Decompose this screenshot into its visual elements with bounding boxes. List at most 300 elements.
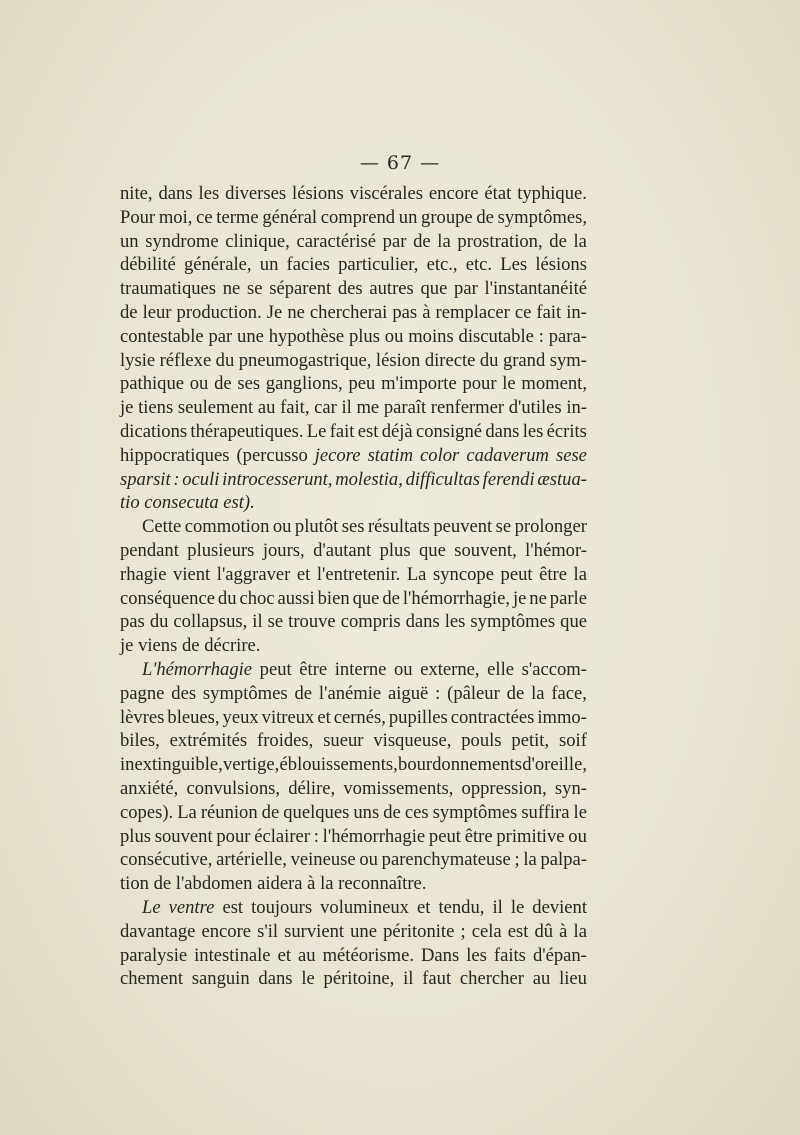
word: thérapeutiques. [190,420,304,442]
word: plutôt [294,516,339,538]
text-line [120,515,587,539]
word: directe [424,349,476,371]
word: copes). [120,801,174,823]
word: l'aggraver [216,563,291,585]
word: souvent [154,825,213,847]
word: peu [348,373,376,395]
word: dû [534,920,554,942]
word: lysie [120,349,156,371]
word: peuvent [433,516,493,538]
word: de [383,801,401,823]
word: syncope [433,563,494,585]
text-line [120,872,587,896]
word: discutable [458,325,534,347]
word: ou [384,325,404,347]
word: ; [460,920,466,942]
word: l'hémor- [525,539,587,561]
word: éclairer [254,825,310,847]
text-line [120,825,587,849]
word: viens [138,635,182,657]
word: vomissements, [343,777,454,799]
word: oculi [182,468,220,490]
word: reconnaître. [338,873,427,895]
word: il [492,896,503,918]
word: peut [259,658,292,680]
word: le [502,373,516,395]
word: ce [514,301,532,323]
word: encore [428,183,479,204]
word: de [214,373,232,395]
word: commotion [184,516,270,538]
word: sanguin [191,968,250,990]
word: etc. [465,254,493,276]
word: grand [502,349,546,371]
word: d'autant [313,539,372,561]
word: symptômes [432,801,518,823]
word: souvent, [454,539,517,561]
word: résultats [367,516,430,538]
word: convulsions, [186,777,281,799]
word: lèvres [120,706,165,728]
word: fait [329,420,355,442]
text-line [120,682,587,706]
word: les [466,944,487,966]
word: ; [514,849,520,871]
text-line [120,206,587,230]
word: est [222,896,244,918]
text-line [120,563,587,587]
word: ou [359,849,378,871]
word: ne [287,301,305,323]
body-text [120,182,587,991]
word: symptômes, [497,206,587,228]
word: l'hémorrhagie [322,825,426,847]
word: la [573,230,587,252]
text-line [120,444,587,468]
word: car [314,397,337,419]
word: pas [392,301,418,323]
word: au [257,397,276,419]
word: je [120,635,139,657]
word: pneumogastrique, [238,349,372,371]
word: color [420,444,460,466]
word: je [120,397,134,419]
word: chement [120,968,183,990]
word: molestia, [335,468,403,490]
word: Dans [421,944,460,966]
word: écrits [546,420,587,442]
word: cela [471,920,502,942]
word: du [479,349,499,371]
word: débilité [120,254,176,276]
word: au [532,968,551,990]
text-line [120,539,587,563]
word: ou [272,516,292,538]
word: sym- [549,349,587,371]
word: ventre [168,896,215,918]
word: générale, [183,254,252,276]
text-line [120,634,587,658]
word: du [217,587,237,609]
word: de [413,230,431,252]
word: production. [176,301,262,323]
word: aiguë [387,682,429,704]
word: syn- [554,777,587,799]
word: encore [201,920,252,942]
text-line [120,420,587,444]
word: volumineux [320,896,409,918]
word: para- [548,325,587,347]
word: terme [216,206,259,228]
word: moins [408,325,454,347]
word: être [539,563,567,585]
word: être [299,658,328,680]
word: de [382,587,400,609]
word: consecuta [144,492,224,514]
word: l'entretenir. [316,563,401,585]
word: dications [120,420,188,442]
word: artérielle, [216,849,287,871]
word: groupe [421,206,473,228]
word: général [262,206,318,228]
word: la [320,873,339,895]
word: un [120,230,139,252]
word: (pâleur [447,682,500,704]
word: cernés, [333,706,386,728]
word: par [382,230,407,252]
word: viscérales [349,183,423,204]
word: je [512,587,527,609]
word: sparsit [120,468,171,490]
word: il [252,611,263,633]
word: extrémités [169,730,248,752]
word: : [435,682,441,704]
word: bleues, [167,706,220,728]
word: peut [500,563,533,585]
word: traumatiques [120,278,217,300]
word: météorisme. [322,944,414,966]
text-line [120,301,587,325]
word: parle [549,587,587,609]
word: bien [317,587,350,609]
word: ganglions, [265,373,343,395]
word: ou [394,658,413,680]
word: in- [566,397,587,419]
word: dans [158,183,193,204]
word: tion [120,873,154,895]
word: ne [222,278,241,300]
word: trouve [288,611,336,633]
word: fait [536,301,562,323]
word: au [298,944,316,966]
word: s'il [257,920,279,942]
word: la [437,230,451,252]
word: prostration, [457,230,543,252]
word: paraît [383,397,427,419]
word: consigné [415,420,483,442]
word: dans [258,968,293,990]
word: une [237,325,264,347]
word: hippocratiques [120,444,230,466]
word: de [153,873,176,895]
word: (percusso [236,444,308,466]
word: d'utiles [508,397,562,419]
text-line [120,753,587,777]
word: la [573,563,587,585]
word: ne [529,587,547,609]
word: se [267,611,284,633]
word: choc [239,587,275,609]
word: soif [559,730,587,752]
word: lésions [535,254,587,276]
word: contractées [450,706,535,728]
word: il [341,397,352,419]
word: typhique. [517,183,587,204]
word: de [549,230,567,252]
word: se [495,516,512,538]
word: peut [428,825,461,847]
word: tendu, [438,896,485,918]
word: me [356,397,380,419]
word: leur [142,301,172,323]
word: seulement [177,397,254,419]
word: la [573,920,587,942]
word: renfermer [430,397,505,419]
word: : [538,325,544,347]
text-line [120,944,587,968]
word: sese [555,444,587,466]
word: pathique [120,373,185,395]
word: externe, [420,658,480,680]
word: décrire. [204,635,261,657]
word: le [301,968,315,990]
word: de [261,801,280,823]
word: que [560,611,587,633]
word: symptômes [470,611,556,633]
word: cadaverum [466,444,549,466]
word: Les [500,254,528,276]
word: les [522,420,544,442]
word: ce [196,206,213,228]
word: elle [487,658,515,680]
word: dans [405,611,440,633]
word: compris [340,611,401,633]
word: péritoine, [323,968,395,990]
text-line [120,967,587,991]
word: un [398,206,418,228]
text-line [120,372,587,396]
word: remplacer [435,301,510,323]
word: de [476,206,494,228]
word: visqueuse, [373,730,452,752]
word: contestable [120,325,204,347]
word: des [171,682,197,704]
word: veineuse [290,849,356,871]
word: ses [237,373,261,395]
word: in- [566,301,587,323]
word: par [208,325,233,347]
word: et [416,896,431,918]
word: faut [422,968,452,990]
word: ou [568,825,587,847]
word: nite, [120,183,153,204]
word: introcesserunt, [222,468,333,490]
word: hypothèse [268,325,345,347]
word: de [181,635,205,657]
word: que [418,539,446,561]
word: consécutive, [120,849,213,871]
word: déjà [381,420,413,442]
word: plus [348,325,380,347]
word: chercherai [309,301,388,323]
word: péritonite [383,920,455,942]
text-line [120,468,587,492]
text-line [120,848,587,872]
text-line [120,896,587,920]
word: yeux [222,706,259,728]
word: du [149,611,169,633]
word: lésions [292,183,344,204]
word: d'épan- [532,944,587,966]
word: l'hémorrhagie, [402,587,510,609]
word: uns [353,801,380,823]
word: quelques [283,801,350,823]
word: m'importe [381,373,457,395]
word: suffira [521,801,570,823]
word: état [484,183,512,204]
word: ou [189,373,209,395]
word: autres [369,278,414,300]
word: petit, [511,730,550,752]
word: parenchymateuse [381,849,511,871]
word: clinique, [225,230,290,252]
word: moment, [521,373,587,395]
word: se [247,278,263,300]
word: sueur [323,730,364,752]
text-line [120,277,587,301]
word: Cette [142,516,182,538]
word: anxiété, [120,777,179,799]
word: Le [306,420,327,442]
word: chercher [459,968,524,990]
word: palpa- [540,849,587,871]
word: pagne [120,682,165,704]
word: conséquence [120,587,215,609]
word: éblouissements, [279,754,398,776]
word: séparent [269,278,332,300]
word: facies [286,254,330,276]
word: aussi [277,587,315,609]
word: L'hémorrhagie [142,658,253,680]
word: la [523,849,537,871]
word: davantage [120,920,196,942]
word: tiens [138,397,174,419]
word: dans [485,420,520,442]
word: l'abdomen [175,873,258,895]
word: des [337,278,363,300]
word: statim [367,444,414,466]
word: æstua- [537,468,587,490]
word: Pour [120,206,156,228]
word: l'instantanéité [484,278,587,300]
word: vitreux [261,706,315,728]
word: jecore [314,444,361,466]
word: vient [173,563,211,585]
word: tio [120,492,145,514]
word: devient [532,896,587,918]
word: est [357,420,379,442]
text-line [120,706,587,730]
word: : [173,468,180,490]
word: plusieurs [187,539,255,561]
word: pas [120,611,145,633]
word: plus [120,825,151,847]
word: paralysie [120,944,188,966]
word: interne [334,658,387,680]
word: face, [551,682,587,704]
word: réflexe [159,349,212,371]
word: une [350,920,377,942]
word: bourdonnements [398,754,522,776]
word: biles, [120,730,160,752]
text-line [120,325,587,349]
word: toujours [251,896,313,918]
word: lésion [375,349,421,371]
word: les [444,611,466,633]
word: les [198,183,220,204]
word: moi, [158,206,193,228]
word: d'oreille, [522,754,587,776]
text-line [120,658,587,682]
word: : [313,825,319,847]
text-line [120,230,587,254]
text-line [120,587,587,611]
word: rhagie [120,563,167,585]
text-line [120,920,587,944]
word: difficultas [405,468,480,490]
word: Je [266,301,283,323]
word: l'anémie [318,682,382,704]
text-line [120,801,587,825]
text-line [120,182,587,206]
word: intestinale [194,944,271,966]
word: est). [223,492,255,514]
word: du [215,349,235,371]
word: la [531,682,545,704]
text-line [120,396,587,420]
word: ces [404,801,429,823]
word: le [573,801,587,823]
word: pour [462,373,497,395]
word: primitive [496,825,565,847]
word: à [307,873,321,895]
word: à [559,920,568,942]
word: à [422,301,431,323]
word: collapsus, [173,611,248,633]
word: un [259,254,279,276]
word: pupilles [388,706,448,728]
word: comprend [320,206,396,228]
word: être [464,825,493,847]
word: le [510,896,525,918]
word: oppression, [461,777,547,799]
word: et [317,706,331,728]
word: particulier, [338,254,419,276]
word: plus [379,539,411,561]
text-line [120,610,587,634]
word: jours, [262,539,305,561]
word: vertige, [223,754,280,776]
